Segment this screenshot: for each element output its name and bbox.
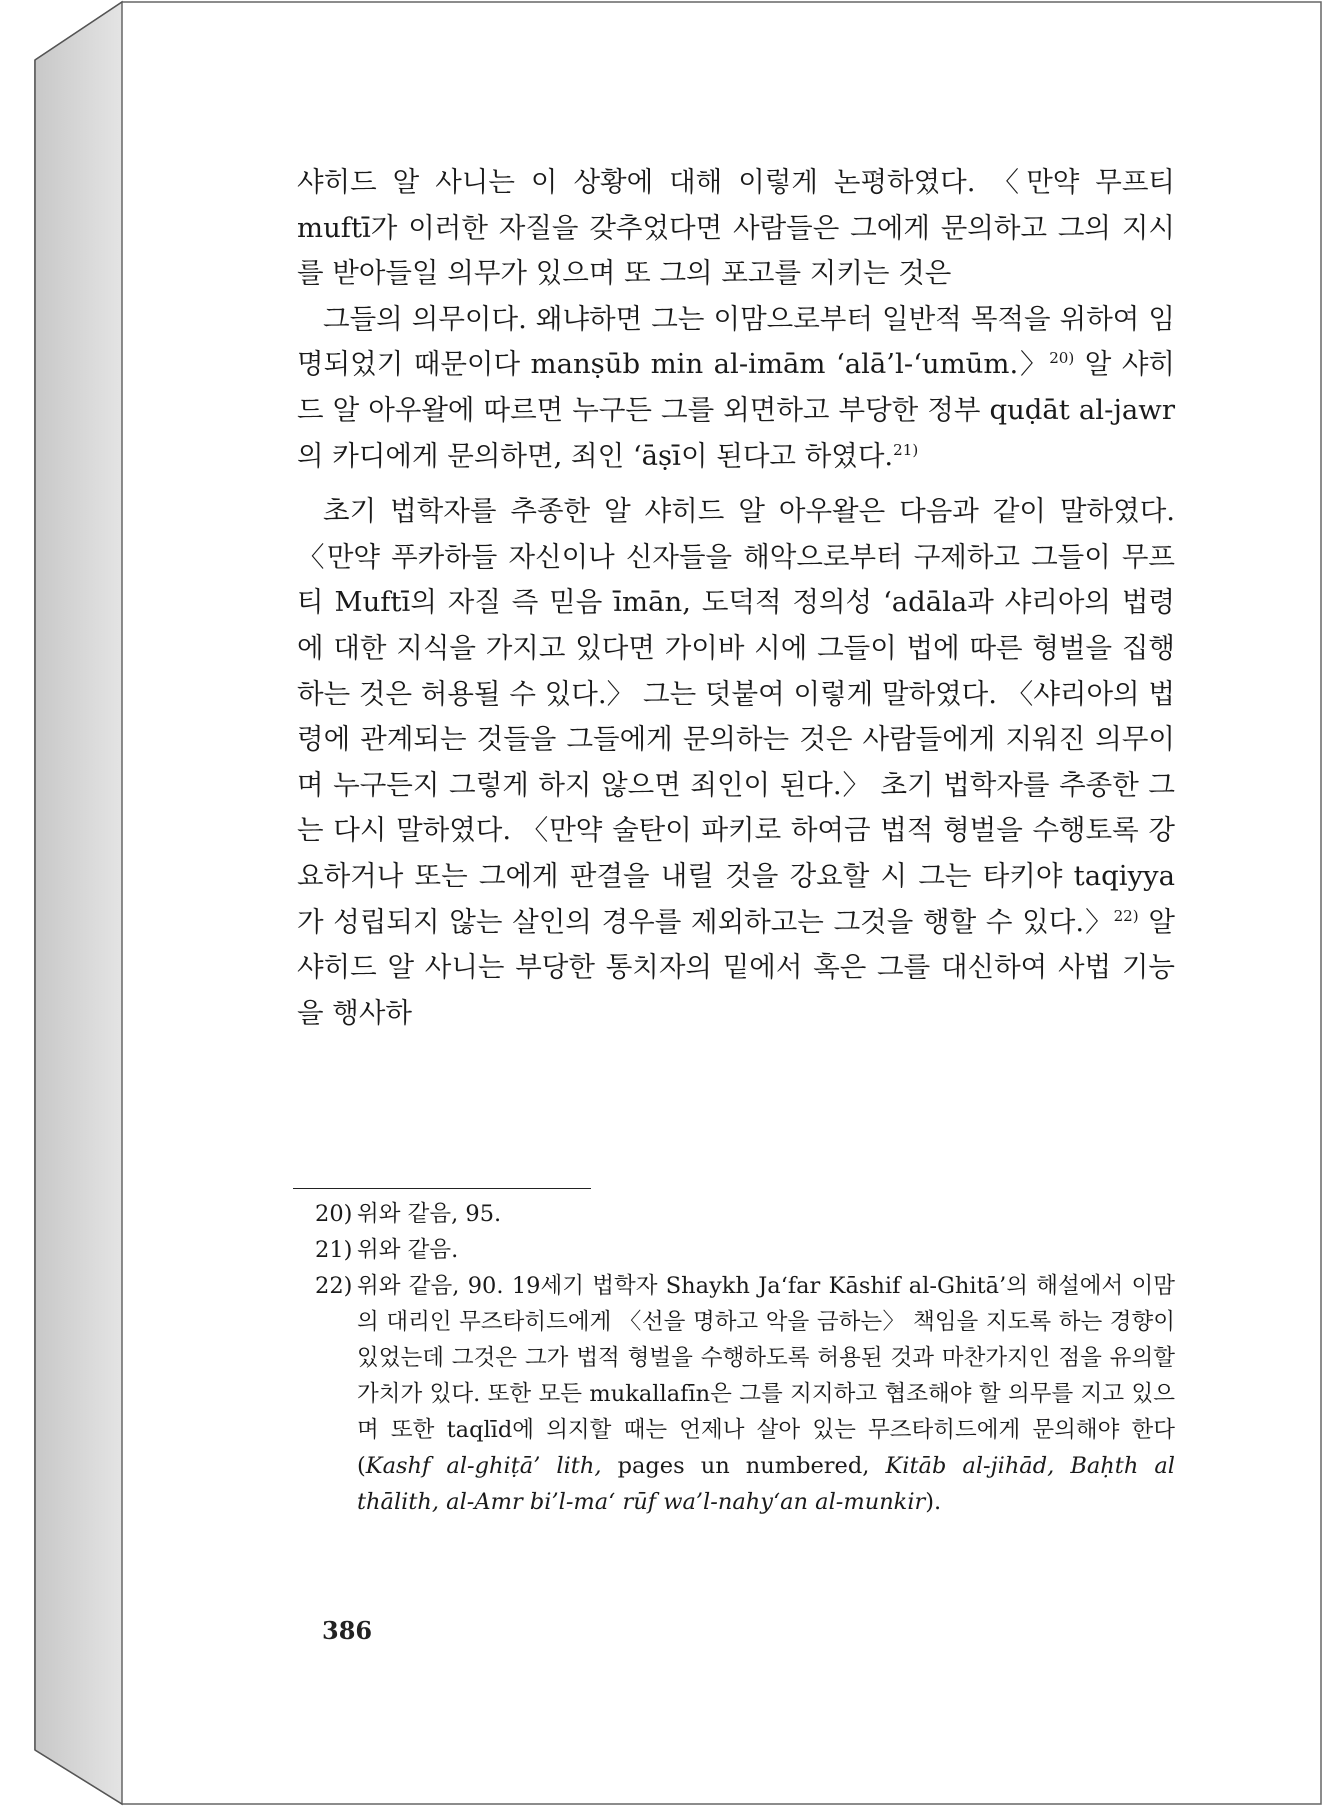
paragraph-2: 그들의 의무이다. 왜냐하면 그는 이맘으로부터 일반적 목적을 위하여 임명되었기 때문이다 manṣūb min al-imām ‘alā’l-‘umūm.〉$^{20)}$ 알 샤히드 알 아우왈에 따르면 누구든 그를 외면하고 부당한 정부 quḍāt al-jawr의 카디에게 문의하면, 죄인 ‘āṣī이 된다고 하였다.$^{21)}$: [297, 302, 1175, 472]
footnote-ref-20: 20): [1049, 349, 1075, 368]
footnote-20: 20) 위와 같음, 95.: [315, 1201, 502, 1227]
footnote-divider: [293, 1188, 591, 1189]
body-text: [297, 160, 1175, 1036]
footnotes: [315, 1196, 1175, 1520]
footnote-21: 21) 위와 같음.: [315, 1237, 459, 1263]
footnote-22: 22) 위와 같음, 90. 19세기 법학자 Shaykh Ja‘far Kāshif al-Ghitā’의 해설에서 이맘의 대리인 무즈타히드에게 〈선을 명하고 악을 금하는〉 책임을 지도록 하는 경향이 있었는데 그것은 그가 법적 형벌을 수행하도록 허용된 것과 마찬가지인 점을 유의할 가치가 있다. 또한 모든 mukallafīn은 그를 지지하고 협조해야 할 의무를 지고 있으며 또한 taqlīd에 의지할 때는 언제나 살아 있는 무즈타히드에게 문의해야 한다(Kashf al-ghiṭā’ lith, pages un numbered, Kitāb al-jihād, Baḥth al thālith, al-Amr bi’l-ma‘ rūf wa’l-nahy‘an al-munkir).: [315, 1273, 1175, 1515]
page-number: 386: [322, 1616, 373, 1645]
paragraph-1: 샤히드 알 사니는 이 상황에 대해 이렇게 논평하였다. 〈만약 무프티 muftī가 이러한 자질을 갖추었다면 사람들은 그에게 문의하고 그의 지시를 받아들일 의무가 있으며 또 그의 포고를 지키는 것은: [297, 166, 1175, 290]
footnote-ref-21: 21): [893, 440, 919, 459]
footnote-ref-22: 22): [1113, 906, 1139, 925]
paragraph-3: 초기 법학자를 추종한 알 샤히드 알 아우왈은 다음과 같이 말하였다. 〈만약 푸카하들 자신이나 신자들을 해악으로부터 구제하고 그들이 무프티 Muftī의 자질 즉 믿음 īmān, 도덕적 정의성 ‘adāla과 샤리아의 법령에 대한 지식을 가지고 있다면 가이바 시에 그들이 법에 따른 형벌을 집행하는 것은 허용될 수 있다.〉 그는 덧붙여 이렇게 말하였다. 〈샤리아의 법령에 관계되는 것들을 그들에게 문의하는 것은 사람들에게 지워진 의무이며 누구든지 그렇게 하지 않으면 죄인이 된다.〉 초기 법학자를 추종한 그는 다시 말하였다. 〈만약 술탄이 파키로 하여금 법적 형벌을 수행토록 강요하거나 또는 그에게 판결을 내릴 것을 강요할 시 그는 타키야 taqiyya가 성립되지 않는 살인의 경우를 제외하고는 그것을 행할 수 있다.〉$^{22)}$ 알 샤히드 알 사니는 부당한 통치자의 밑에서 혹은 그를 대신하여 사법 기능을 행사하: [297, 495, 1175, 1029]
